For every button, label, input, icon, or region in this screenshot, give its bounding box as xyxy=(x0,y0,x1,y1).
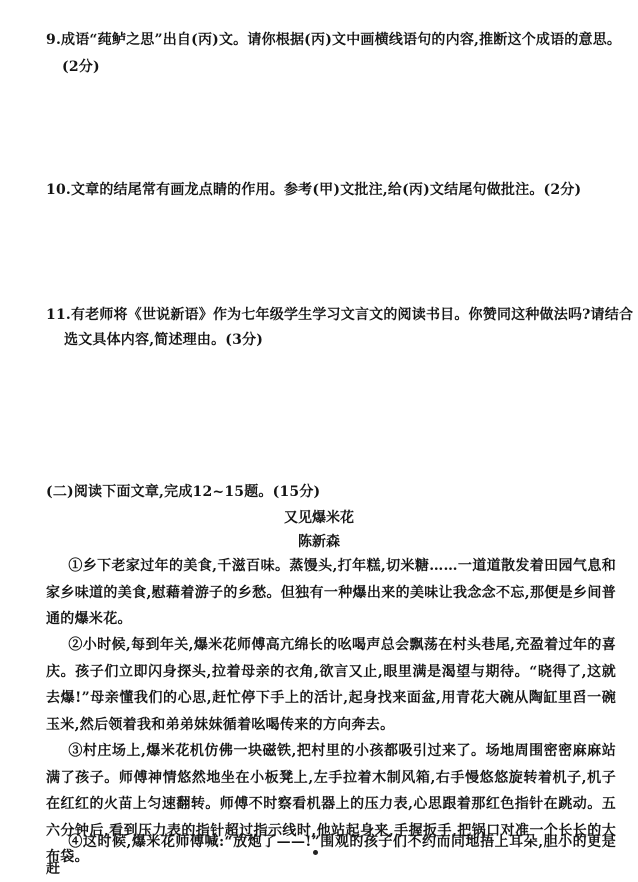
question-11-text-cont: 选文具体内容,简述理由。(3分) xyxy=(64,332,264,348)
question-9-score: (2分) xyxy=(62,59,100,75)
question-11-text: 11.有老师将《世说新语》作为七年级学生学习文言文的阅读书目。你赞同这种做法吗?请结合 xyxy=(46,307,634,323)
article-paragraph-1: ①乡下老家过年的美食,千滋百味。蒸馒头,打年糕,切米糖……一道道散发着田园气息和家乡味道的美食,慰藉着游子的乡愁。但独有一种爆出来的美味让我念念不忘,那便是乡间普通的爆米花。 xyxy=(46,558,616,627)
scan-speck xyxy=(313,850,318,855)
question-10-text: 10.文章的结尾常有画龙点睛的作用。参考(甲)文批注,给(丙)文结尾句做批注。(2分) xyxy=(46,182,582,198)
question-9-text: 9.成语“莼鲈之思”出自(丙)文。请你根据(丙)文中画横线语句的内容,推断这个成语的意思。 xyxy=(46,32,622,48)
article-paragraph-4: ④这时候,爆米花师傅喊:“放炮了——!”围观的孩子们不约而同地捂上耳朵,胆小的更是赶 xyxy=(46,834,616,877)
article-title: 又见爆米花 xyxy=(284,510,354,526)
article-paragraph-3: ③村庄场上,爆米花机仿佛一块磁铁,把村里的小孩都吸引过来了。场地周围密密麻麻站满了孩子。师傅神情悠然地坐在小板凳上,左手拉着木制风箱,右手慢悠悠旋转着机子,机子在红红的火苗上匀速翻转。师傅不时察看机器上的压力表,心思跟着那红色指针在跳动。五六分钟后,看到压力表的指针超过指示线时,他站起身来,手握扳手,把锅口对准一个长长的大布袋。 xyxy=(46,743,616,865)
article-author: 陈新森 xyxy=(298,534,340,550)
section-heading: (二)阅读下面文章,完成12~15题。(15分) xyxy=(46,484,321,500)
article-paragraph-2: ②小时候,每到年关,爆米花师傅高亢绵长的吆喝声总会飘荡在村头巷尾,充盈着过年的喜庆。孩子们立即闪身探头,拉着母亲的衣角,欲言又止,眼里满是渴望与期待。“晓得了,这就去爆!”母亲懂我们的心思,赶忙停下手上的活计,起身找来面盆,用青花大碗从陶缸里舀一碗玉米,然后领着我和弟弟妹妹循着吆喝传来的方向奔去。 xyxy=(46,637,616,733)
